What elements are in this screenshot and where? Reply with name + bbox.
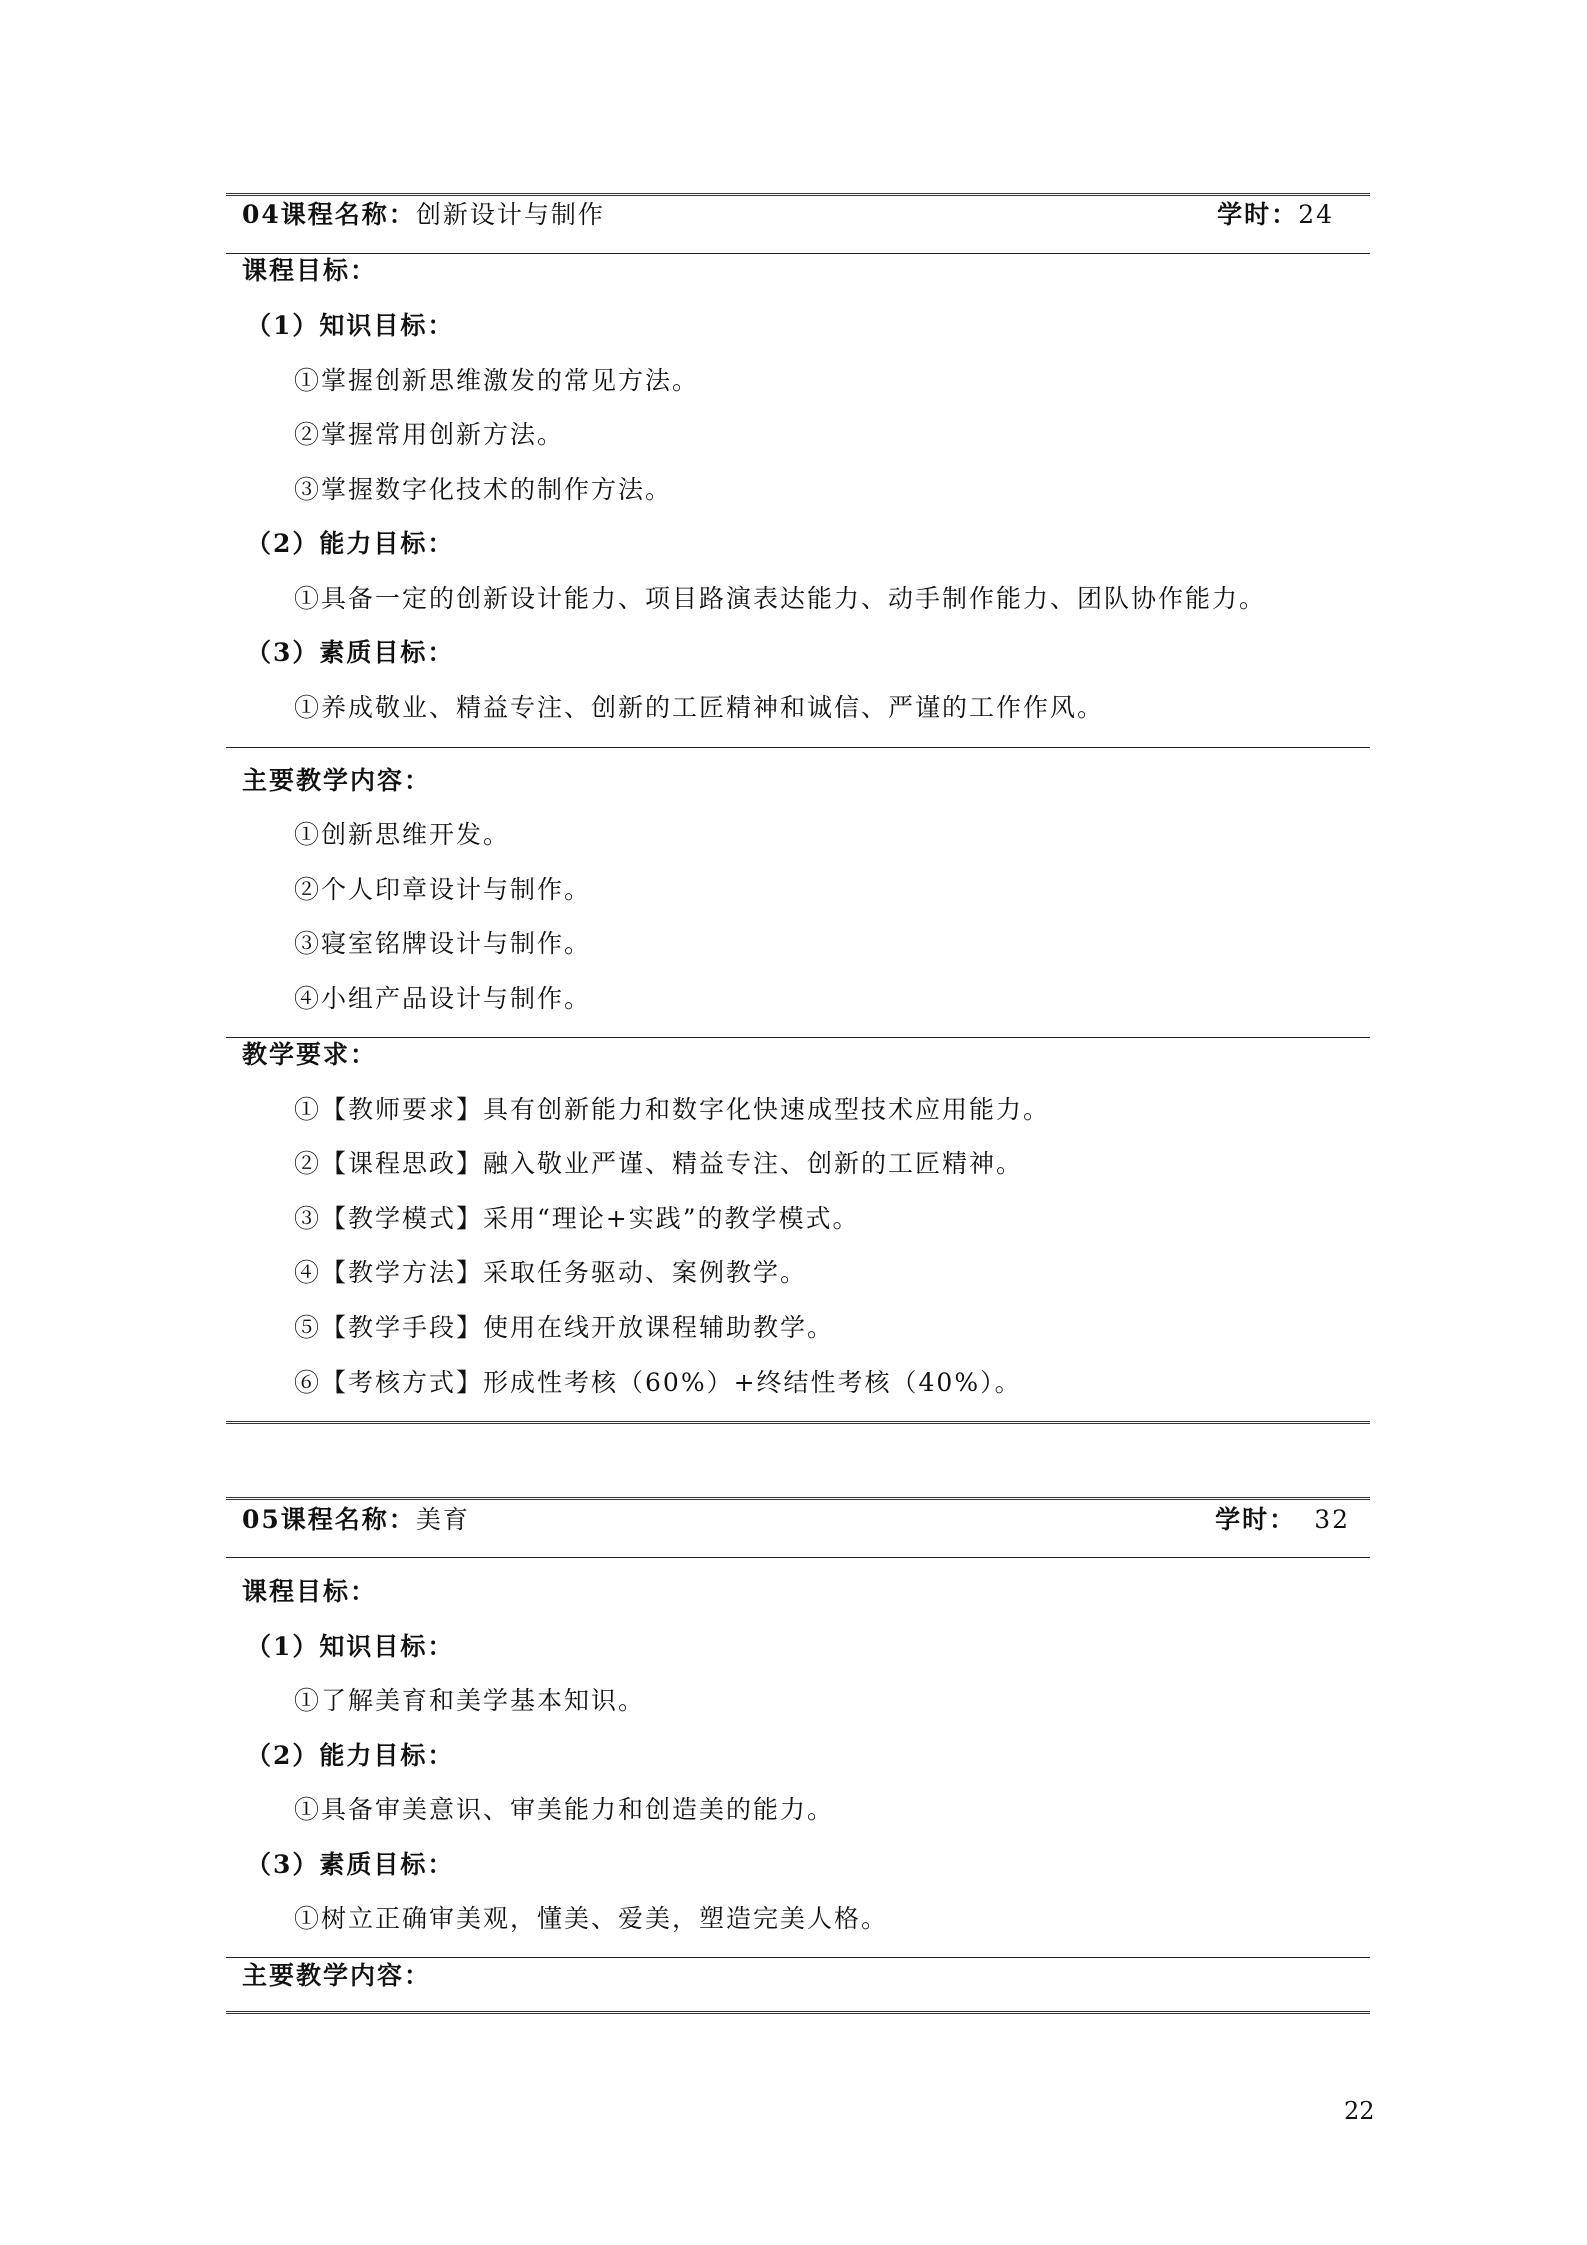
course-name-label: 课程名称： [280,200,416,229]
row-divider [226,1957,1370,1958]
list-item: ①了解美育和美学基本知识。 [294,1686,646,1715]
list-item: ①创新思维开发。 [294,820,511,849]
objectives-label: 课程目标： [242,1577,378,1606]
course-hours [1215,1505,1350,1535]
course-header [242,1505,470,1535]
table-top-rule [226,1497,1370,1500]
page-number: 22 [1344,2097,1375,2125]
list-item: ②【课程思政】融入敬业严谨、精益专注、创新的工匠精神。 [294,1149,1024,1178]
knowledge-label: （1）知识目标： [246,311,455,340]
list-item: ⑥【考核方式】形成性考核（60%）+终结性考核（40%）。 [294,1368,1022,1397]
ability-label: （2）能力目标： [246,529,455,558]
hours-label: 学时： [1217,200,1299,229]
list-item: ②掌握常用创新方法。 [294,420,565,449]
row-divider [226,1037,1370,1038]
hours-label: 学时： [1215,1505,1297,1534]
list-item: ①养成敬业、精益专注、创新的工匠精神和诚信、严谨的工作作风。 [294,693,1105,722]
list-item: ③掌握数字化技术的制作方法。 [294,475,673,504]
hours-value: 24 [1298,200,1334,229]
list-item: ③【教学模式】采用“理论+实践”的教学模式。 [294,1204,860,1233]
list-item: ③寝室铭牌设计与制作。 [294,929,592,958]
course-header [242,200,605,230]
list-item: ①具备一定的创新设计能力、项目路演表达能力、动手制作能力、团队协作能力。 [294,584,1267,613]
content-label: 主要教学内容： [242,766,432,795]
hours-value: 32 [1314,1505,1350,1534]
list-item: ④【教学方法】采取任务驱动、案例教学。 [294,1258,808,1287]
course-name-label: 课程名称： [280,1505,416,1534]
list-item: ④小组产品设计与制作。 [294,984,592,1013]
course-number: 05 [242,1505,281,1534]
list-item: ⑤【教学手段】使用在线开放课程辅助教学。 [294,1313,835,1342]
row-divider [226,253,1370,254]
quality-label: （3）素质目标： [246,638,455,667]
objectives-label: 课程目标： [242,256,378,285]
list-item: ①【教师要求】具有创新能力和数字化快速成型技术应用能力。 [294,1095,1051,1124]
content-label: 主要教学内容： [242,1961,432,1990]
row-divider [226,1557,1370,1558]
list-item: ①树立正确审美观，懂美、爱美，塑造完美人格。 [294,1904,889,1933]
ability-label: （2）能力目标： [246,1741,455,1770]
course-name: 创新设计与制作 [415,200,605,229]
quality-label: （3）素质目标： [246,1850,455,1879]
table-bottom-rule [226,1421,1370,1424]
course-name: 美育 [415,1505,470,1534]
list-item: ①具备审美意识、审美能力和创造美的能力。 [294,1795,835,1824]
list-item: ①掌握创新思维激发的常见方法。 [294,366,700,395]
requirements-label: 教学要求： [242,1040,378,1069]
row-divider [226,747,1370,748]
course-hours [1217,200,1334,230]
table-top-rule [226,193,1370,196]
table-bottom-rule [226,2011,1370,2014]
list-item: ②个人印章设计与制作。 [294,875,592,904]
course-number: 04 [242,200,281,229]
knowledge-label: （1）知识目标： [246,1632,455,1661]
